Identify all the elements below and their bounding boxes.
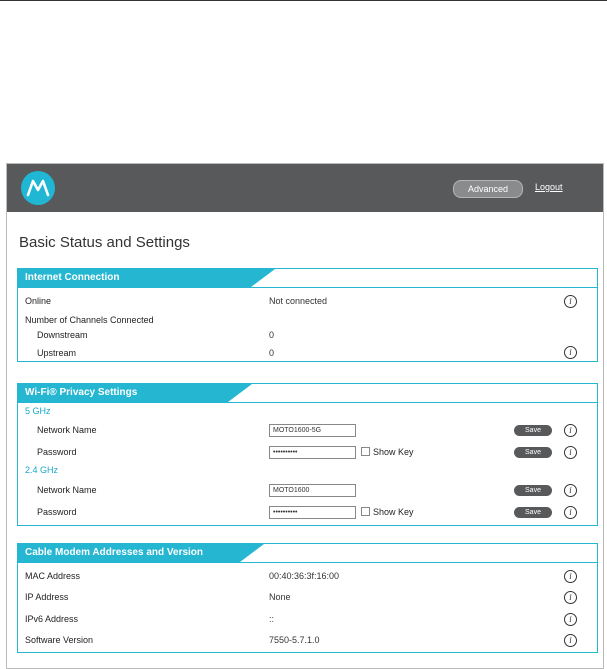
mac-address-label: MAC Address	[25, 571, 81, 581]
band-5ghz-label: 5 GHz	[25, 406, 51, 416]
wifi-privacy-section	[17, 383, 598, 526]
logout-link[interactable]: Logout	[535, 182, 563, 192]
ip-address-label: IP Address	[25, 592, 69, 602]
top-bar	[7, 164, 603, 212]
online-label: Online	[25, 296, 52, 306]
info-icon[interactable]: i	[564, 506, 577, 519]
save-button[interactable]: Save	[514, 425, 552, 436]
upstream-label: Upstream	[37, 348, 77, 358]
router-admin-window	[6, 163, 604, 669]
band-24ghz-label: 2.4 GHz	[25, 465, 59, 475]
ipv6-address-label: IPv6 Address	[25, 614, 79, 624]
advanced-button[interactable]: Advanced	[453, 180, 523, 198]
info-icon[interactable]: i	[564, 424, 577, 437]
info-icon[interactable]: i	[564, 570, 577, 583]
info-icon[interactable]: i	[564, 295, 577, 308]
info-icon[interactable]: i	[564, 634, 577, 647]
motorola-logo-icon[interactable]	[21, 171, 55, 205]
password-label: Password	[37, 447, 77, 457]
show-key-label: Show Key	[373, 447, 414, 457]
internet-connection-section	[17, 268, 598, 362]
section-title: Wi-Fi® Privacy Settings	[18, 384, 228, 402]
section-title: Cable Modem Addresses and Version	[18, 544, 240, 562]
ip-address-value: None	[269, 592, 291, 602]
software-version-label: Software Version	[25, 635, 94, 645]
info-icon[interactable]: i	[564, 613, 577, 626]
page-title: Basic Status and Settings	[19, 234, 190, 251]
network-name-label: Network Name	[37, 425, 97, 435]
info-icon[interactable]: i	[564, 484, 577, 497]
info-icon[interactable]: i	[564, 591, 577, 604]
channels-label: Number of Channels Connected	[25, 315, 154, 325]
network-name-label: Network Name	[37, 485, 97, 495]
ipv6-address-value: ::	[269, 614, 275, 624]
password-24g-input[interactable]: ••••••••••	[269, 506, 356, 519]
show-key-checkbox[interactable]	[361, 447, 370, 456]
network-name-5g-input[interactable]: MOTO1600-5G	[269, 424, 356, 437]
save-button[interactable]: Save	[514, 447, 552, 458]
save-button[interactable]: Save	[514, 507, 552, 518]
software-version-value: 7550-5.7.1.0	[269, 635, 320, 645]
downstream-value: 0	[269, 330, 275, 340]
upstream-value: 0	[269, 348, 275, 358]
mac-address-value: 00:40:36:3f:16:00	[269, 571, 340, 581]
show-key-checkbox[interactable]	[361, 507, 370, 516]
info-icon[interactable]: i	[564, 446, 577, 459]
info-icon[interactable]: i	[564, 346, 577, 359]
show-key-label: Show Key	[373, 507, 414, 517]
section-title: Internet Connection	[18, 269, 251, 287]
downstream-label: Downstream	[37, 330, 88, 340]
cable-modem-section	[17, 543, 598, 653]
network-name-24g-input[interactable]: MOTO1600	[269, 484, 356, 497]
save-button[interactable]: Save	[514, 485, 552, 496]
top-divider	[0, 0, 607, 1]
password-label: Password	[37, 507, 77, 517]
password-5g-input[interactable]: ••••••••••	[269, 446, 356, 459]
online-value: Not connected	[269, 296, 328, 306]
